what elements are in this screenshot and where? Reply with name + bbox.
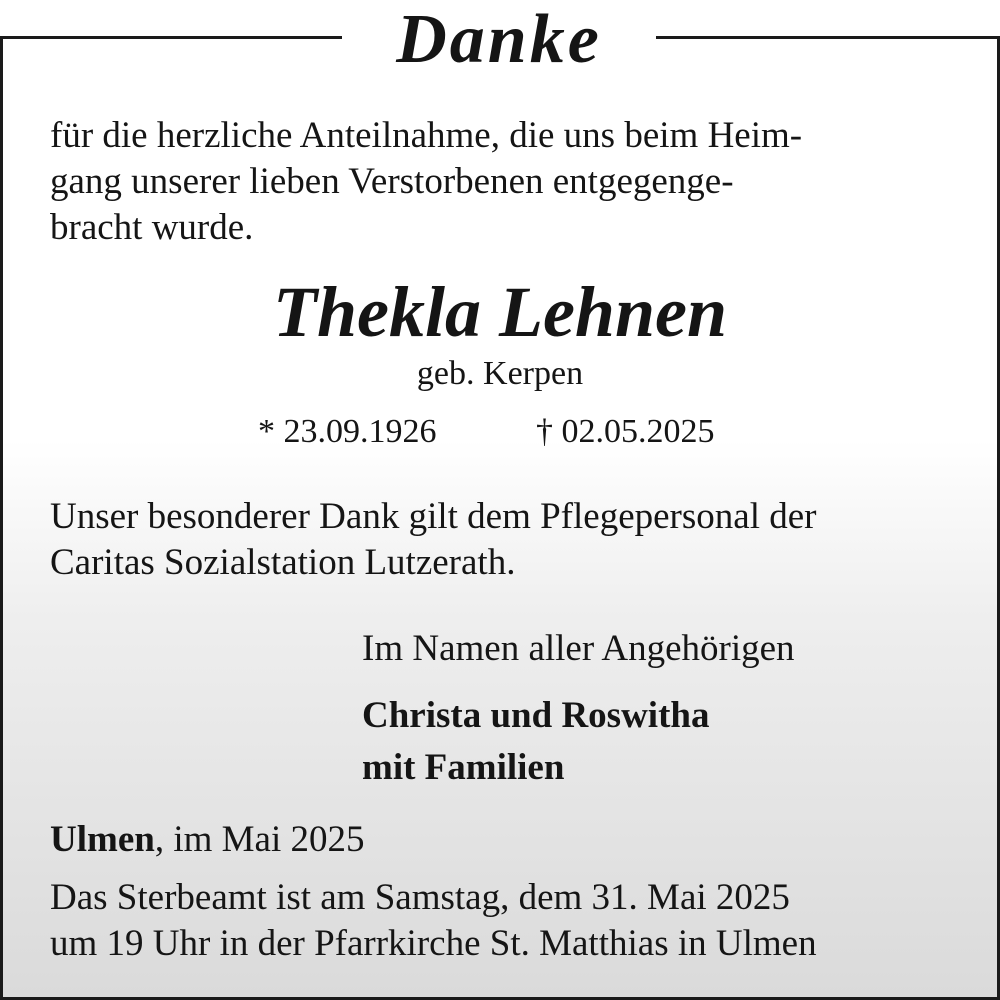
intro-line: gang unserer lieben Verstorbenen entgegenge-	[50, 161, 734, 202]
special-thanks-line: Unser besonderer Dank gilt dem Pflegepersonal der	[50, 496, 817, 537]
frame-top-right-rule	[656, 36, 1000, 39]
place-town: Ulmen	[50, 819, 155, 860]
intro-line: bracht wurde.	[50, 207, 254, 248]
place-date: , im Mai 2025	[154, 819, 365, 860]
deceased-name: Thekla Lehnen	[272, 272, 727, 352]
intro-paragraph	[50, 113, 950, 251]
signers-block	[362, 690, 709, 794]
frame-left-rule	[0, 36, 3, 1000]
heading-danke: Danke	[396, 1, 602, 78]
birth-name: geb. Kerpen	[416, 355, 584, 392]
signoff-line: Im Namen aller Angehörigen	[362, 628, 795, 669]
service-line: Das Sterbeamt ist am Samstag, dem 31. Mai 2025	[50, 877, 790, 918]
death-date: † 02.05.2025	[536, 413, 715, 450]
intro-line: für die herzliche Anteilnahme, die uns beim Heim-	[50, 115, 803, 156]
signers-line: Christa und Roswitha	[362, 695, 710, 736]
special-thanks-paragraph	[50, 494, 970, 586]
place-date-line	[50, 817, 365, 863]
special-thanks-line: Caritas Sozialstation Lutzerath.	[50, 542, 516, 583]
signers-line: mit Familien	[362, 747, 565, 788]
service-line: um 19 Uhr in der Pfarrkirche St. Matthias in Ulmen	[50, 923, 817, 964]
birth-date: * 23.09.1926	[258, 413, 437, 450]
frame-top-left-rule	[0, 36, 342, 39]
funeral-service-paragraph	[50, 875, 970, 967]
